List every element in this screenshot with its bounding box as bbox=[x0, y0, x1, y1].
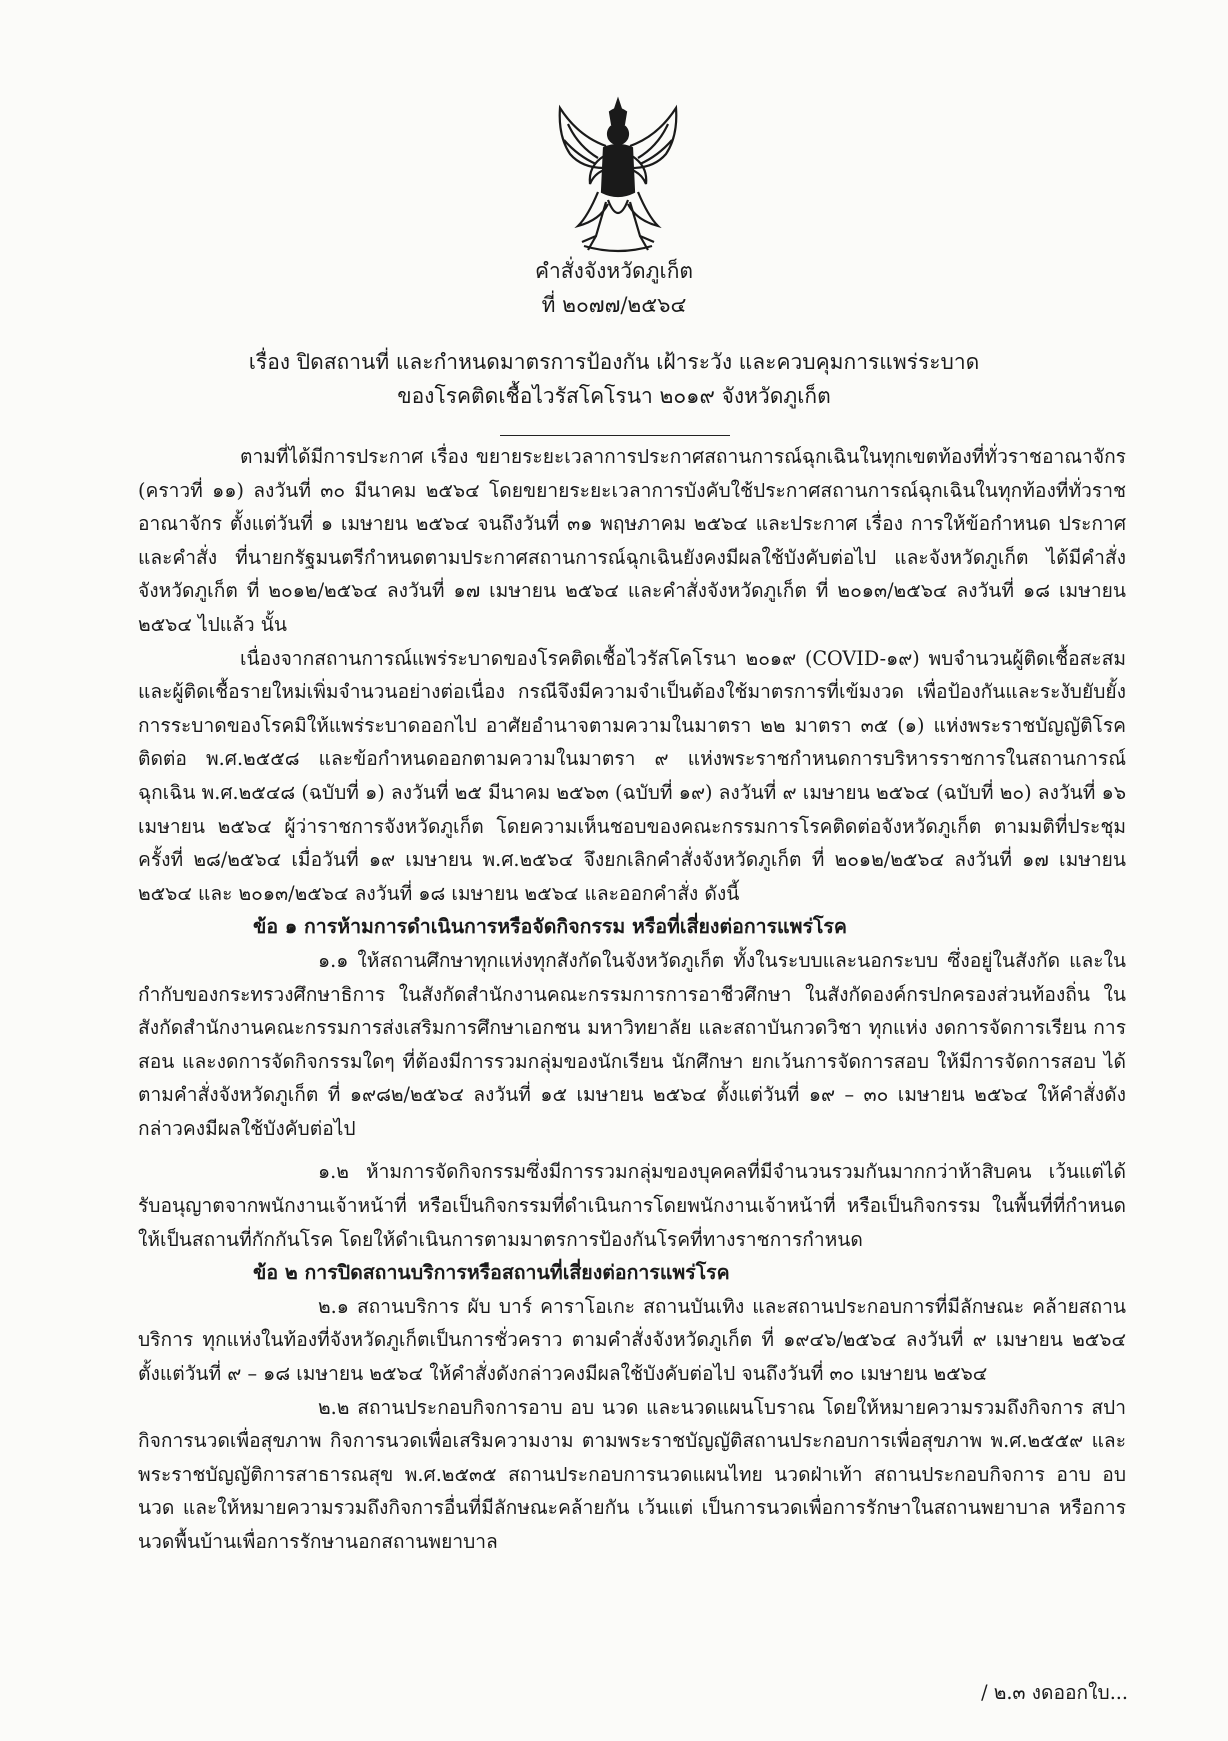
paragraph-authority: เนื่องจากสถานการณ์แพร่ระบาดของโรคติดเชื้อไวรัสโคโรนา ๒๐๑๙ (COVID-๑๙) พบจำนวนผู้ติดเชื้อสะสม และผู้ติดเชื้อรายใหม่เพิ่มจำนวนอย่างต่อเนื่อง กรณีจึงมีความจำเป็นต้องใช้มาตรการที่เข้มงวด เพื่อป้องกันและระงับยับยั้ง การระบาดของโรคมิให้แพร่ระบาดออกไป อาศัยอำนาจตามความในมาตรา ๒๒ มาตรา ๓๕ (๑) แห่งพระราชบัญญัติโรคติดต่อ พ.ศ.๒๕๕๘ และข้อกำหนดออกตามความในมาตรา ๙ แห่งพระราชกำหนดการบริหารราชการในสถานการณ์ฉุกเฉิน พ.ศ.๒๕๔๘ (ฉบับที่ ๑) ลงวันที่ ๒๕ มีนาคม ๒๕๖๓ (ฉบับที่ ๑๙) ลงวันที่ ๙ เมษายน ๒๕๖๔ (ฉบับที่ ๒๐) ลงวันที่ ๑๖ เมษายน ๒๕๖๔ ผู้ว่าราชการจังหวัดภูเก็ต โดยความเห็นชอบของคณะกรรมการโรคติดต่อจังหวัดภูเก็ต ตามมติที่ประชุม ครั้งที่ ๒๘/๒๕๖๔ เมื่อวันที่ ๑๙ เมษายน พ.ศ.๒๕๖๔ จึงยกเลิกคำสั่งจังหวัดภูเก็ต ที่ ๒๐๑๒/๒๕๖๔ ลงวันที่ ๑๗ เมษายน ๒๕๖๔ และ ๒๐๑๓/๒๕๖๔ ลงวันที่ ๑๘ เมษายน ๒๕๖๔ และออกคำสั่ง ดังนี้ bbox=[138, 646, 1126, 905]
continuation-note: / ๒.๓ งดออกใบ... bbox=[981, 1681, 1128, 1704]
section-1-1: ๑.๑ ให้สถานศึกษาทุกแห่งทุกสังกัดในจังหวัดภูเก็ต ทั้งในระบบและนอกระบบ ซึ่งอยู่ในสังกัด และในกำกับของกระทรวงศึกษาธิการ ในสังกัดสำนักงานคณะกรรมการการอาชีวศึกษา ในสังกัดองค์กรปกครองส่วนท้องถิ่น ในสังกัดสำนักงานคณะกรรมการส่งเสริมการศึกษาเอกชน มหาวิทยาลัย และสถาบันกวดวิชา ทุกแห่ง งดการจัดการเรียน การสอน และงดการจัดกิจกรรมใดๆ ที่ต้องมีการรวมกลุ่มของนักเรียน นักศึกษา ยกเว้นการจัดการสอบ ให้มีการจัดการสอบ ได้ตามคำสั่งจังหวัดภูเก็ต ที่ ๑๙๘๒/๒๕๖๔ ลงวันที่ ๑๕ เมษายน ๒๕๖๔ ตั้งแต่วันที่ ๑๙ – ๓๐ เมษายน ๒๕๖๔ ให้คำสั่งดังกล่าวคงมีผลใช้บังคับต่อไป bbox=[138, 948, 1126, 1140]
subject-line-1: เรื่อง ปิดสถานที่ และกำหนดมาตรการป้องกัน เฝ้าระวัง และควบคุมการแพร่ระบาด bbox=[248, 350, 980, 374]
order-number: ที่ ๒๐๗๗/๒๕๖๔ bbox=[541, 293, 687, 317]
paragraph-preamble: ตามที่ได้มีการประกาศ เรื่อง ขยายระยะเวลาการประกาศสถานการณ์ฉุกเฉินในทุกเขตท้องที่ทั่วราชอาณาจักร (คราวที่ ๑๑) ลงวันที่ ๓๐ มีนาคม ๒๕๖๔ โดยขยายระยะเวลาการบังคับใช้ประกาศสถานการณ์ฉุกเฉินในทุกท้องที่ทั่วราชอาณาจักร ตั้งแต่วันที่ ๑ เมษายน ๒๕๖๔ จนถึงวันที่ ๓๑ พฤษภาคม ๒๕๖๔ และประกาศ เรื่อง การให้ข้อกำหนด ประกาศ และคำสั่ง ที่นายกรัฐมนตรีกำหนดตามประกาศสถานการณ์ฉุกเฉินยังคงมีผลใช้บังคับต่อไป และจังหวัดภูเก็ต ได้มีคำสั่งจังหวัดภูเก็ต ที่ ๒๐๑๒/๒๕๖๔ ลงวันที่ ๑๗ เมษายน ๒๕๖๔ และคำสั่งจังหวัดภูเก็ต ที่ ๒๐๑๓/๒๕๖๔ ลงวันที่ ๑๘ เมษายน ๒๕๖๔ ไปแล้ว นั้น bbox=[138, 445, 1126, 636]
garuda-emblem-icon bbox=[548, 96, 688, 256]
section-1-2: ๑.๒ ห้ามการจัดกิจกรรมซึ่งมีการรวมกลุ่มของบุคคลที่มีจำนวนรวมกันมากกว่าห้าสิบคน เว้นแต่ได้รับอนุญาตจากพนักงานเจ้าหน้าที่ หรือเป็นกิจกรรมที่ดำเนินการโดยพนักงานเจ้าหน้าที่ หรือเป็นกิจกรรม ในพื้นที่ที่กำหนดให้เป็นสถานที่กักกันโรค โดยให้ดำเนินการตามมาตรการป้องกันโรคที่ทางราชการกำหนด bbox=[138, 1160, 1126, 1251]
section-2-2: ๒.๒ สถานประกอบกิจการอาบ อบ นวด และนวดแผนโบราณ โดยให้หมายความรวมถึงกิจการ สปา กิจการนวดเพื่อสุขภาพ กิจการนวดเพื่อเสริมความงาม ตามพระราชบัญญัติสถานประกอบการเพื่อสุขภาพ พ.ศ.๒๕๕๙ และพระราชบัญญัติการสาธารณสุข พ.ศ.๒๕๓๕ สถานประกอบการนวดแผนไทย นวดฝ่าเท้า สถานประกอบกิจการ อาบ อบ นวด และให้หมายความรวมถึงกิจการอื่นที่มีลักษณะคล้ายกัน เว้นแต่ เป็นการนวดเพื่อการรักษาในสถานพยาบาล หรือการนวดพื้นบ้านเพื่อการรักษานอกสถานพยาบาล bbox=[138, 1395, 1126, 1553]
section-2-heading: ข้อ ๒ การปิดสถานบริการหรือสถานที่เสี่ยงต่อการแพร่โรค bbox=[253, 1261, 730, 1285]
document-body bbox=[138, 440, 1126, 1559]
section-1-heading: ข้อ ๑ การห้ามการดำเนินการหรือจัดกิจกรรม หรือที่เสี่ยงต่อการแพร่โรค bbox=[253, 915, 847, 939]
subject-line-2: ของโรคติดเชื้อไวรัสโคโรนา ๒๐๑๙ จังหวัดภูเก็ต bbox=[397, 384, 831, 408]
section-2-1: ๒.๑ สถานบริการ ผับ บาร์ คาราโอเกะ สถานบันเทิง และสถานประกอบการที่มีลักษณะ คล้ายสถานบริการ ทุกแห่งในท้องที่จังหวัดภูเก็ตเป็นการชั่วคราว ตามคำสั่งจังหวัดภูเก็ต ที่ ๑๙๔๖/๒๕๖๔ ลงวันที่ ๙ เมษายน ๒๕๖๔ ตั้งแต่วันที่ ๙ – ๑๘ เมษายน ๒๕๖๔ ให้คำสั่งดังกล่าวคงมีผลใช้บังคับต่อไป จนถึงวันที่ ๓๐ เมษายน ๒๕๖๔ bbox=[138, 1294, 1126, 1386]
order-title: คำสั่งจังหวัดภูเก็ต bbox=[534, 259, 694, 283]
header-divider bbox=[500, 435, 730, 436]
